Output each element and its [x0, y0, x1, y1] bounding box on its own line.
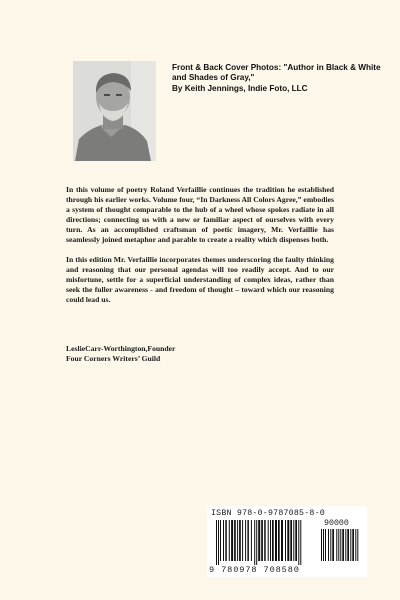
barcode-bar — [254, 520, 255, 565]
barcode-bar — [264, 520, 266, 561]
signature-org: Four Corners Writers’ Guild — [66, 354, 161, 364]
barcode-bar — [278, 520, 280, 561]
barcode-bar — [268, 520, 269, 561]
barcode-bar — [272, 520, 274, 561]
barcode-bar — [234, 520, 236, 561]
barcode-bar — [350, 529, 351, 561]
barcode-bar — [220, 520, 221, 561]
author-photo — [73, 61, 156, 161]
blurb-paragraph: In this edition Mr. Verfaillie incorporates themes underscoring the faulty thinking and reasoning that our personal agendas will too readily accept. And to our misfortune, settle for a superficial understanding of complex ideas, rather than seek the fuller awareness - and freedom of thought – toward which our reasoning could lead us. — [66, 255, 334, 305]
barcode-bar — [287, 520, 289, 561]
barcode-bar — [237, 520, 238, 561]
barcode-bar — [355, 529, 356, 561]
barcode-bar — [332, 529, 334, 561]
barcode-bar — [225, 520, 227, 561]
barcode-bar — [338, 529, 339, 561]
back-cover-blurb — [66, 185, 334, 316]
barcode-bar — [247, 520, 249, 561]
barcode-bar — [325, 529, 326, 561]
barcode-bar — [216, 520, 217, 565]
barcode-bar — [239, 520, 241, 561]
barcode-bar — [352, 529, 354, 561]
barcode-bar — [242, 520, 243, 561]
ean-barcode-bars — [216, 520, 316, 566]
barcode-bar — [281, 520, 283, 561]
ean-digits: 9 780978 708580 — [209, 565, 300, 575]
barcode-bar — [231, 520, 233, 561]
barcode-bar — [342, 529, 344, 561]
signature-block — [66, 344, 175, 364]
barcode-bar — [330, 529, 331, 561]
barcode-bar — [328, 529, 329, 561]
barcode-bar — [245, 520, 246, 561]
barcode-bar — [321, 529, 322, 561]
barcode-bar — [251, 520, 252, 561]
barcode-bar — [357, 529, 358, 561]
barcode-bar — [323, 529, 324, 561]
barcode-bar — [229, 520, 230, 561]
barcode-bar — [261, 520, 263, 561]
barcode-bar — [275, 520, 277, 561]
barcode-bar — [270, 520, 271, 561]
barcode-bar — [285, 520, 286, 561]
blurb-paragraph: In this volume of poetry Roland Verfaillie continues the tradition he established through his earlier works. Volume four, “In Darkness All Colors Agree,” embodies a system of thought comparable to the hub of a wheel whose spokes radiate in all directions; connecting us with a new or familiar aspect of ourselves with every turn. As an accomplished craftsman of poetic imagery, Mr. Verfaillie has seamlessly joined metaphor and parable to create a reality which dispenses both. — [66, 185, 334, 245]
barcode-bar — [336, 529, 337, 561]
isbn-barcode — [207, 506, 367, 577]
barcode-bar — [218, 520, 219, 565]
barcode-bar — [223, 520, 224, 561]
barcode-bar — [293, 520, 294, 561]
addon-barcode-bars — [321, 529, 361, 563]
barcode-bar — [290, 520, 292, 561]
signature-name: LeslieCarr-Worthington,Founder — [66, 344, 176, 353]
barcode-bar — [340, 529, 341, 561]
barcode-bar — [298, 520, 299, 565]
barcode-bar — [345, 529, 346, 561]
barcode-bar — [256, 520, 257, 565]
barcode-bar — [347, 529, 349, 561]
isbn-text: ISBN 978-0-9787085-8-0 — [211, 509, 325, 518]
barcode-bar — [258, 520, 260, 561]
barcode-bar — [300, 520, 301, 565]
barcode-bar — [295, 520, 297, 561]
price-addon-text: 90000 — [324, 519, 349, 528]
photo-credit-caption: Front & Back Cover Photos: "Author in Black & White and Shades of Gray," By Keith Jennings, Indie Foto, LLC — [172, 63, 381, 93]
